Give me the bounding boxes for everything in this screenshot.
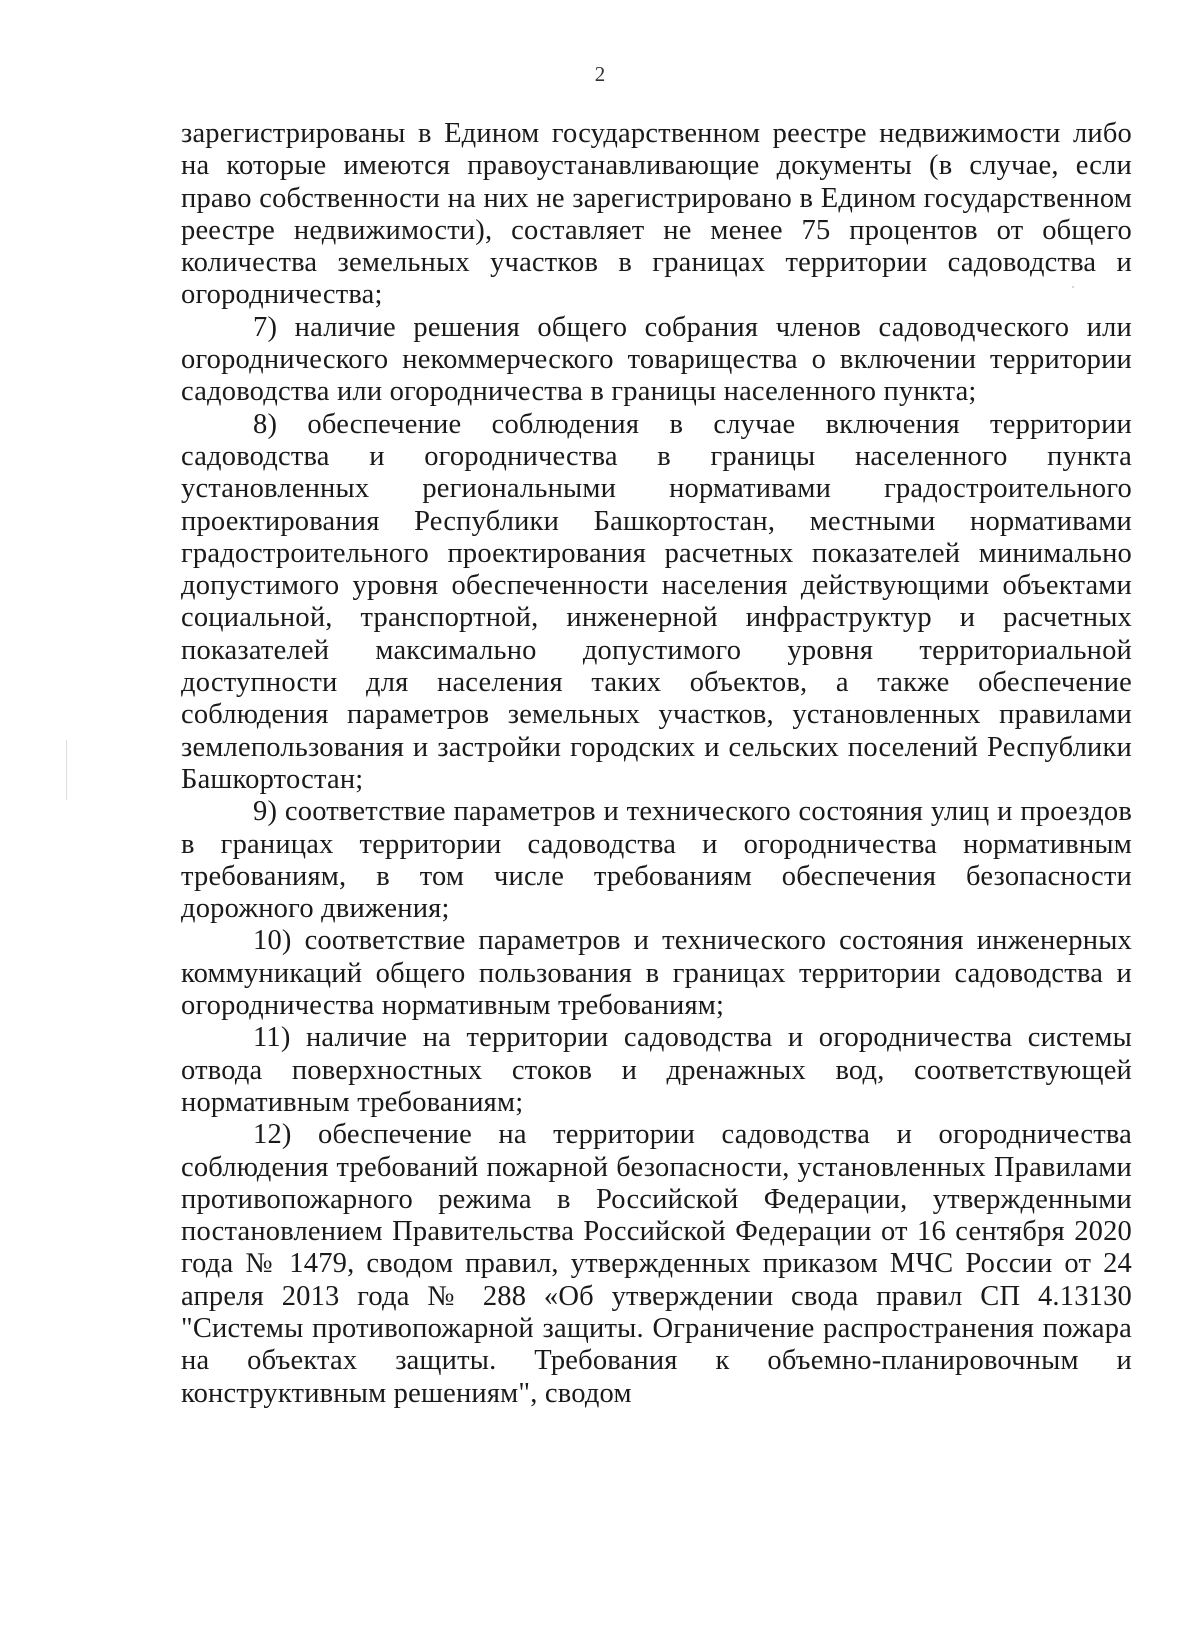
paragraph-continuation: зарегистрированы в Едином государственном реестре недвижимости либо на которые имеются правоустанавливающие документы (в случае, если право собственности на них не зарегистрировано в Едином государственном реестре недвижимости), составляет не менее 75 процентов от общего количества земельных участков в границах территории садоводства и огородничества; xyxy=(181,118,1132,311)
paragraph-item-12: 12) обеспечение на территории садоводства и огородничества соблюдения требований пожарной безопасности, установленных Правилами противопожарного режима в Российской Федерации, утвержденными постановлением Правительства Российской Федерации от 16 сентября 2020 года № 1479, сводом правил, утвержденных приказом МЧС России от 24 апреля 2013 года № 288 «Об утверждении свода правил СП 4.13130 "Системы противопожарной защиты. Ограничение распространения пожара на объектах защиты. Требования к объемно-планировочным и конструктивным решениям", сводом xyxy=(181,1119,1132,1409)
paragraph-item-9: 9) соответствие параметров и технического состояния улиц и проездов в границах территории садоводства и огородничества нормативным требованиям, в том числе требованиям обеспечения безопасности дорожного движения; xyxy=(181,796,1132,925)
scan-artifact-dot xyxy=(1072,286,1074,288)
paragraph-item-7: 7) наличие решения общего собрания членов садоводческого или огороднического некоммерческого товарищества о включении территории садоводства или огородничества в границы населенного пункта; xyxy=(181,311,1132,408)
page-number: 2 xyxy=(594,62,606,86)
paragraph-item-8: 8) обеспечение соблюдения в случае включения территории садоводства и огородничества в границы населенного пункта установленных региональными нормативами градостроительного проектирования Республики Башкортостан, местными нормативами градостроительного проектирования расчетных показателей минимально допустимого уровня обеспеченности населения действующими объектами социальной, транспортной, инженерной инфраструктур и расчетных показателей максимально допустимого уровня территориальной доступности для населения таких объектов, а также обеспечение соблюдения параметров земельных участков, установленных правилами землепользования и застройки городских и сельских поселений Республики Башкортостан; xyxy=(181,408,1132,795)
paragraph-item-10: 10) соответствие параметров и технического состояния инженерных коммуникаций общего пользования в границах территории садоводства и огородничества нормативным требованиям; xyxy=(181,925,1132,1022)
paragraph-item-11: 11) наличие на территории садоводства и огородничества системы отвода поверхностных стоков и дренажных вод, соответствующей нормативным требованиям; xyxy=(181,1022,1132,1118)
scan-artifact-mark xyxy=(66,740,67,800)
document-body xyxy=(181,118,1132,1410)
